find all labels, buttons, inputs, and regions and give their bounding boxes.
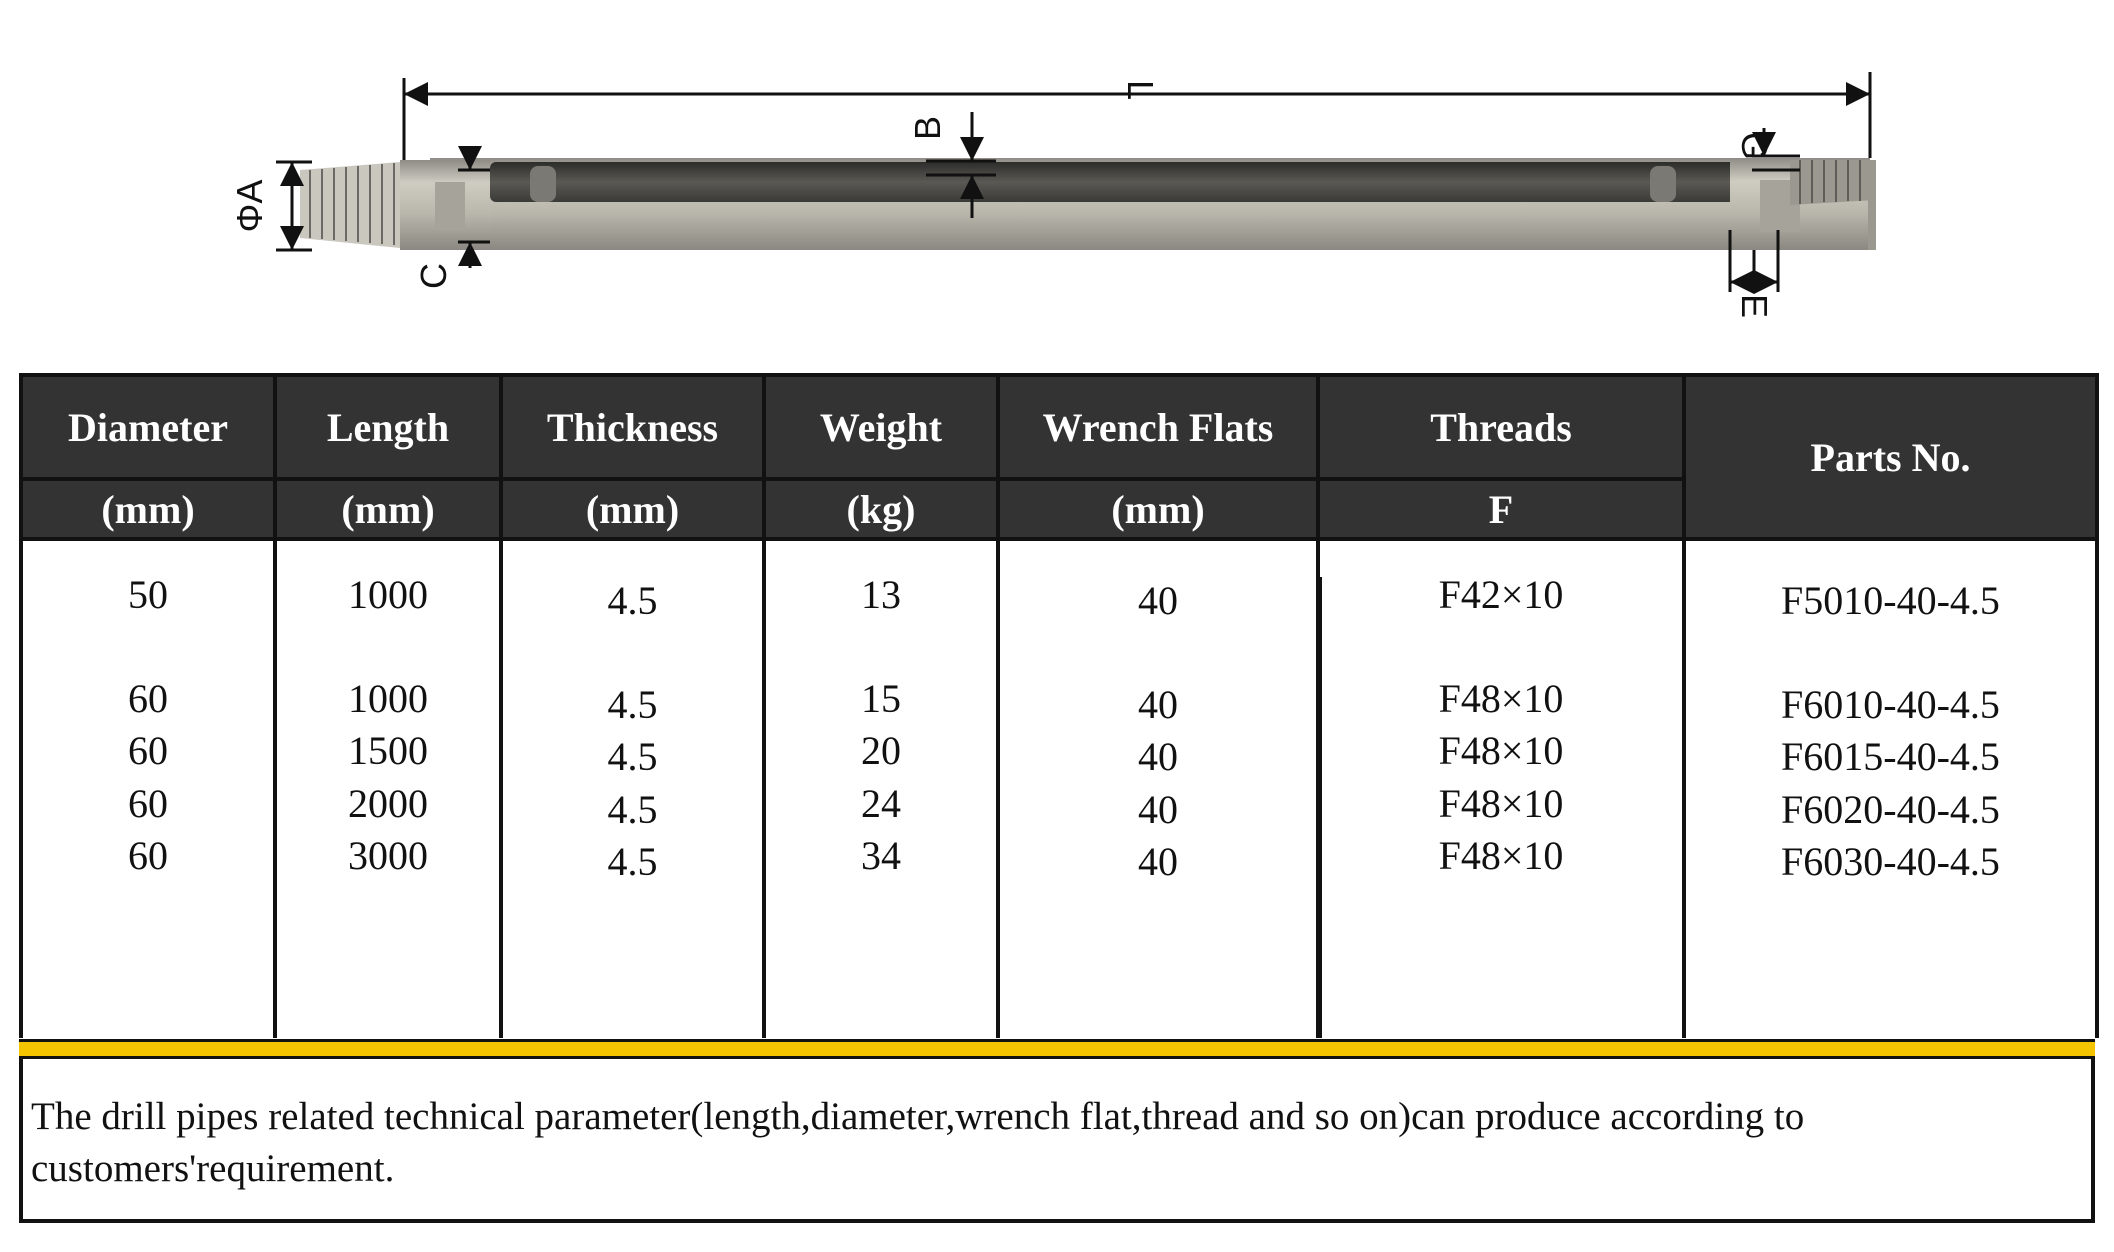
dimension-label-l: L (1120, 79, 1161, 101)
cell-weight: 24 (861, 781, 901, 826)
header-unit-wrench-flats: (mm) (998, 479, 1318, 539)
cell-wrench: 40 (1138, 734, 1178, 779)
cell-length: 3000 (348, 833, 428, 878)
cell-parts: F6020-40-4.5 (1781, 787, 2000, 832)
cell-length: 1500 (348, 728, 428, 773)
dimension-label-a: ΦA (229, 179, 270, 233)
header-parts-no: Parts No. (1684, 375, 2097, 539)
header-diameter: Diameter (21, 375, 275, 479)
cell-thickness: 4.5 (607, 734, 658, 779)
header-unit-diameter: (mm) (21, 479, 275, 539)
cell-length: 1000 (348, 676, 428, 721)
cell-thickness: 4.5 (607, 682, 658, 727)
dimension-label-g: G (1734, 131, 1775, 161)
column-diameter (21, 539, 275, 1038)
header-unit-threads: F (1318, 479, 1684, 539)
column-parts-no (1684, 539, 2097, 1038)
header-weight: Weight (764, 375, 998, 479)
header-unit-length: (mm) (275, 479, 501, 539)
cell-wrench: 40 (1138, 839, 1178, 884)
cell-diameter: 60 (128, 676, 168, 721)
cell-weight: 20 (861, 728, 901, 773)
header-unit-weight: (kg) (764, 479, 998, 539)
dimension-label-b: B (907, 115, 948, 141)
accent-bar (19, 1039, 2095, 1059)
cell-threads: F48×10 (1438, 728, 1564, 773)
note-box (19, 1059, 2095, 1223)
cell-threads: F48×10 (1438, 833, 1564, 878)
cell-thickness: 4.5 (607, 578, 658, 623)
column-threads (1318, 539, 1684, 1038)
column-length (275, 539, 501, 1038)
column-thickness (501, 539, 764, 1038)
cell-diameter: 60 (128, 833, 168, 878)
cell-weight: 15 (861, 676, 901, 721)
cell-threads: F42×10 (1438, 572, 1564, 617)
header-thickness: Thickness (501, 375, 764, 479)
cell-wrench: 40 (1138, 578, 1178, 623)
column-weight (764, 539, 998, 1038)
cell-parts: F5010-40-4.5 (1781, 578, 2000, 623)
header-unit-thickness: (mm) (501, 479, 764, 539)
pipe-body (300, 158, 1876, 250)
table-body (21, 539, 2097, 1038)
cell-diameter: 60 (128, 781, 168, 826)
cell-length: 1000 (348, 572, 428, 617)
cell-thickness: 4.5 (607, 839, 658, 884)
header-length: Length (275, 375, 501, 479)
cell-parts: F6030-40-4.5 (1781, 839, 2000, 884)
cell-parts: F6010-40-4.5 (1781, 682, 2000, 727)
cell-threads: F48×10 (1438, 676, 1564, 721)
note-text: The drill pipes related technical parameter(length,diameter,wrench flat,thread and so on)can produce according to customers'requirement. (31, 1095, 1805, 1190)
cell-diameter: 60 (128, 728, 168, 773)
cell-thickness: 4.5 (607, 787, 658, 832)
cell-parts: F6015-40-4.5 (1781, 734, 2000, 779)
column-wrench-flats (998, 539, 1318, 1038)
drill-pipe-diagram (0, 0, 2114, 360)
cell-wrench: 40 (1138, 787, 1178, 832)
cell-wrench: 40 (1138, 682, 1178, 727)
header-wrench-flats: Wrench Flats (998, 375, 1318, 479)
dimension-label-c: C (413, 263, 454, 289)
spec-table (19, 373, 2099, 1038)
dimension-label-e: E (1734, 293, 1775, 319)
cell-diameter: 50 (128, 572, 168, 617)
cell-threads: F48×10 (1438, 781, 1564, 826)
header-threads: Threads (1318, 375, 1684, 479)
cell-weight: 34 (861, 833, 901, 878)
cell-length: 2000 (348, 781, 428, 826)
cell-weight: 13 (861, 572, 901, 617)
